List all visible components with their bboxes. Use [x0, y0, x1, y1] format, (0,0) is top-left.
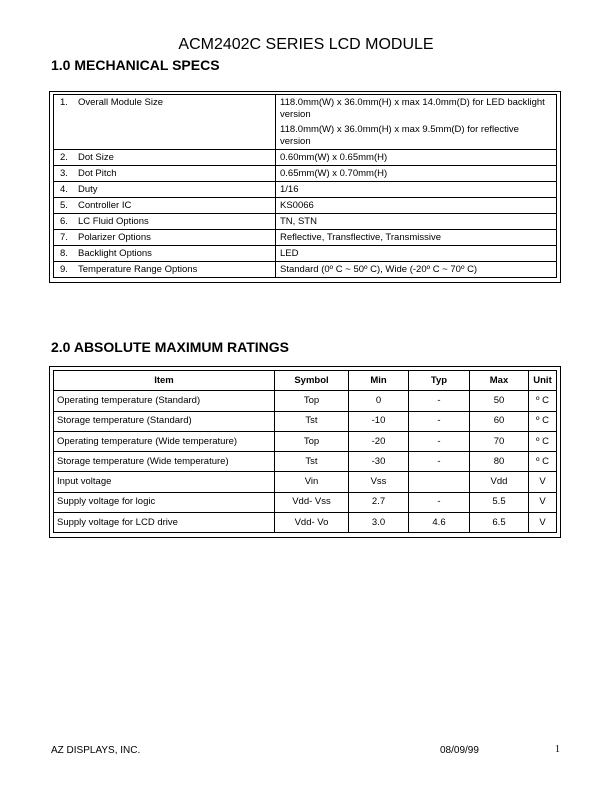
document-title: ACM2402C SERIES LCD MODULE — [178, 36, 434, 53]
spec-number: 7. — [60, 232, 68, 243]
rating-min-cell: 2.7 — [349, 492, 409, 512]
rating-min-cell: 3.0 — [349, 513, 409, 533]
rating-max-cell: 50 — [470, 391, 529, 411]
spec-label-cell — [54, 230, 276, 246]
spec-label-cell — [54, 182, 276, 198]
table-row — [54, 472, 557, 492]
rating-symbol-cell: Top — [275, 391, 349, 411]
absolute-max-ratings-heading: 2.0 ABSOLUTE MAXIMUM RATINGS — [51, 339, 290, 355]
rating-item-cell: Storage temperature (Wide temperature) — [54, 452, 275, 472]
rating-unit-cell: V — [529, 513, 557, 533]
spec-label: Polarizer Options — [78, 232, 151, 243]
table-row — [54, 246, 557, 262]
rating-max-cell: Vdd — [470, 472, 529, 492]
absolute-max-ratings-table — [53, 370, 557, 533]
spec-value-cell — [276, 198, 557, 214]
spec-value-cell — [276, 95, 557, 150]
rating-min-cell: -20 — [349, 431, 409, 451]
rating-max-cell: 6.5 — [470, 513, 529, 533]
rating-max-cell: 80 — [470, 452, 529, 472]
mechanical-specs-heading: 1.0 MECHANICAL SPECS — [51, 57, 220, 73]
rating-min-cell: 0 — [349, 391, 409, 411]
table-row — [54, 452, 557, 472]
rating-item-cell: Input voltage — [54, 472, 275, 492]
spec-value: TN, STN — [280, 216, 317, 227]
spec-label: Controller IC — [78, 200, 132, 211]
rating-symbol-cell: Vdd- Vo — [275, 513, 349, 533]
header-min: Min — [349, 371, 409, 391]
rating-typ-cell: - — [409, 492, 470, 512]
rating-unit-cell: V — [529, 492, 557, 512]
spec-label-cell — [54, 198, 276, 214]
mechanical-specs-table — [53, 94, 557, 278]
table-row — [54, 513, 557, 533]
spec-label-cell — [54, 214, 276, 230]
page-number: 1 — [555, 744, 560, 755]
spec-value-cell — [276, 150, 557, 166]
spec-value: KS0066 — [280, 200, 314, 211]
spec-value-cell — [276, 230, 557, 246]
table-row — [54, 166, 557, 182]
rating-min-cell: -10 — [349, 411, 409, 431]
spec-value: 118.0mm(W) x 36.0mm(H) x max 9.5mm(D) for reflective version — [280, 124, 519, 147]
rating-unit-cell: º C — [529, 391, 557, 411]
table-row — [54, 431, 557, 451]
rating-item-cell: Operating temperature (Standard) — [54, 391, 275, 411]
header-item: Item — [54, 371, 275, 391]
header-max: Max — [470, 371, 529, 391]
spec-number: 5. — [60, 200, 68, 211]
table-row — [54, 230, 557, 246]
spec-label: Overall Module Size — [78, 97, 164, 108]
rating-max-cell: 5.5 — [470, 492, 529, 512]
rating-unit-cell: º C — [529, 452, 557, 472]
spec-value: 118.0mm(W) x 36.0mm(H) x max 14.0mm(D) for LED backlight version — [280, 97, 545, 120]
spec-number: 6. — [60, 216, 68, 227]
spec-number: 3. — [60, 168, 68, 179]
rating-symbol-cell: Top — [275, 431, 349, 451]
header-symbol: Symbol — [275, 371, 349, 391]
table-row — [54, 214, 557, 230]
table-header-row — [54, 371, 557, 391]
spec-value-cell — [276, 166, 557, 182]
rating-item-cell: Supply voltage for LCD drive — [54, 513, 275, 533]
spec-value: Reflective, Transflective, Transmissive — [280, 232, 442, 243]
spec-label-cell — [54, 95, 276, 150]
table-row — [54, 150, 557, 166]
spec-label: Duty — [78, 184, 98, 195]
table-row — [54, 411, 557, 431]
spec-number: 1. — [60, 97, 68, 108]
spec-value-cell — [276, 262, 557, 278]
rating-item-cell: Storage temperature (Standard) — [54, 411, 275, 431]
spec-value-cell — [276, 182, 557, 198]
spec-label: LC Fluid Options — [78, 216, 149, 227]
spec-label: Dot Pitch — [78, 168, 117, 179]
spec-value-cell — [276, 214, 557, 230]
spec-value: LED — [280, 248, 299, 259]
rating-unit-cell: º C — [529, 431, 557, 451]
header-typ: Typ — [409, 371, 470, 391]
rating-typ-cell: - — [409, 391, 470, 411]
spec-value: Standard (0º C ~ 50º C), Wide (-20º C ~ 70º C) — [280, 264, 478, 275]
rating-unit-cell: V — [529, 472, 557, 492]
spec-label-cell — [54, 150, 276, 166]
spec-label: Temperature Range Options — [78, 264, 198, 275]
spec-label-cell — [54, 262, 276, 278]
table-row — [54, 182, 557, 198]
rating-typ-cell: - — [409, 452, 470, 472]
rating-max-cell: 70 — [470, 431, 529, 451]
spec-value: 0.60mm(W) x 0.65mm(H) — [280, 152, 388, 163]
spec-number: 2. — [60, 152, 68, 163]
mechanical-specs-frame — [49, 91, 561, 283]
table-row — [54, 391, 557, 411]
rating-typ-cell — [409, 472, 470, 492]
header-unit: Unit — [529, 371, 557, 391]
rating-symbol-cell: Vin — [275, 472, 349, 492]
rating-item-cell: Supply voltage for logic — [54, 492, 275, 512]
spec-value-cell — [276, 246, 557, 262]
table-row — [54, 198, 557, 214]
spec-label-cell — [54, 246, 276, 262]
rating-item-cell: Operating temperature (Wide temperature) — [54, 431, 275, 451]
table-row — [54, 262, 557, 278]
footer-company: AZ DISPLAYS, INC. — [51, 745, 141, 756]
rating-symbol-cell: Vdd- Vss — [275, 492, 349, 512]
rating-min-cell: -30 — [349, 452, 409, 472]
rating-unit-cell: º C — [529, 411, 557, 431]
spec-label: Backlight Options — [78, 248, 152, 259]
spec-number: 9. — [60, 264, 68, 275]
absolute-max-ratings-frame — [49, 366, 561, 538]
rating-max-cell: 60 — [470, 411, 529, 431]
footer-date: 08/09/99 — [440, 745, 479, 756]
rating-typ-cell: - — [409, 431, 470, 451]
table-row — [54, 492, 557, 512]
spec-value: 0.65mm(W) x 0.70mm(H) — [280, 168, 388, 179]
spec-label-cell — [54, 166, 276, 182]
rating-min-cell: Vss — [349, 472, 409, 492]
spec-value: 1/16 — [280, 184, 299, 195]
spec-label: Dot Size — [78, 152, 114, 163]
rating-symbol-cell: Tst — [275, 411, 349, 431]
spec-number: 8. — [60, 248, 68, 259]
table-row — [54, 95, 557, 150]
rating-symbol-cell: Tst — [275, 452, 349, 472]
spec-number: 4. — [60, 184, 68, 195]
rating-typ-cell: - — [409, 411, 470, 431]
rating-typ-cell: 4.6 — [409, 513, 470, 533]
